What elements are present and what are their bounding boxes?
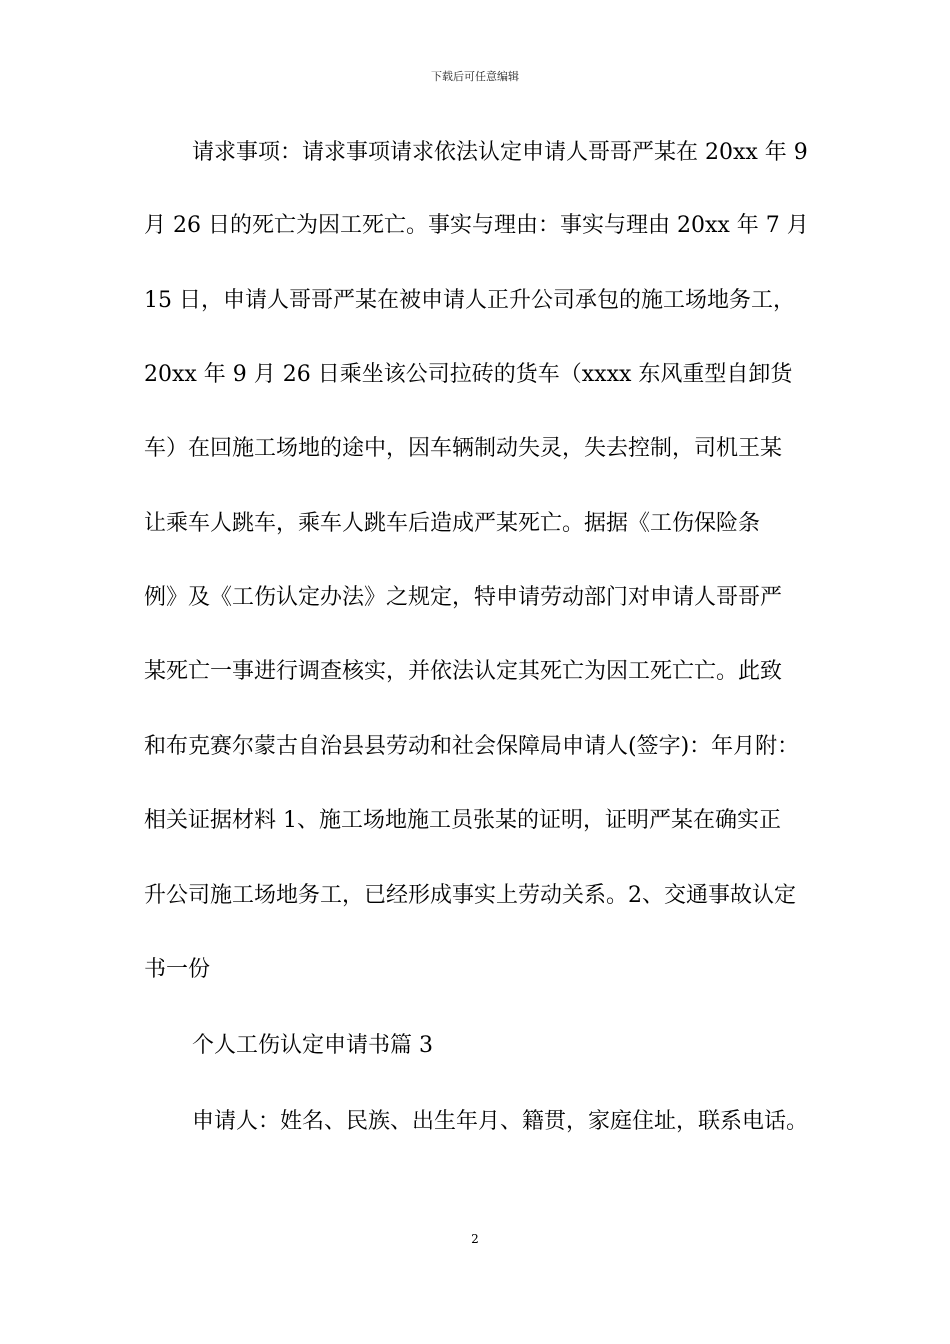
- body-line-12: 书一份: [144, 957, 211, 982]
- body-line-4: 20xx 年 9 月 26 日乘坐该公司拉砖的货车（xxxx 东风重型自卸货: [144, 362, 793, 387]
- body-line-2: 月 26 日的死亡为因工死亡。事实与理由：事实与理由 20xx 年 7 月: [144, 213, 809, 238]
- body-line-1: 请求事项：请求事项请求依法认定申请人哥哥严某在 20xx 年 9: [192, 140, 808, 165]
- body-line-8: 某死亡一事进行调查核实，并依法认定其死亡为因工死亡亡。此致: [144, 659, 783, 684]
- body-line-6: 让乘车人跳车，乘车人跳车后造成严某死亡。据据《工伤保险条: [144, 511, 761, 536]
- page-header: 下载后可任意编辑: [431, 70, 519, 83]
- body-line-9: 和布克赛尔蒙古自治县县劳动和社会保障局申请人(签字)：年月附：: [144, 734, 800, 759]
- applicant-line: 申请人：姓名、民族、出生年月、籍贯，家庭住址，联系电话。: [192, 1109, 809, 1134]
- body-line-11: 升公司施工场地务工，已经形成事实上劳动关系。2、交通事故认定: [144, 883, 796, 908]
- body-line-10: 相关证据材料 1、施工场地施工员张某的证明，证明严某在确实正: [144, 808, 781, 833]
- section-title: 个人工伤认定申请书篇 3: [192, 1033, 433, 1058]
- page-number: 2: [471, 1232, 479, 1246]
- body-line-5: 车）在回施工场地的途中，因车辆制动失灵，失去控制，司机王某: [144, 436, 783, 461]
- body-line-7: 例》及《工伤认定办法》之规定，特申请劳动部门对申请人哥哥严: [144, 585, 783, 610]
- body-line-3: 15 日，申请人哥哥严某在被申请人正升公司承包的施工场地务工，: [144, 288, 795, 313]
